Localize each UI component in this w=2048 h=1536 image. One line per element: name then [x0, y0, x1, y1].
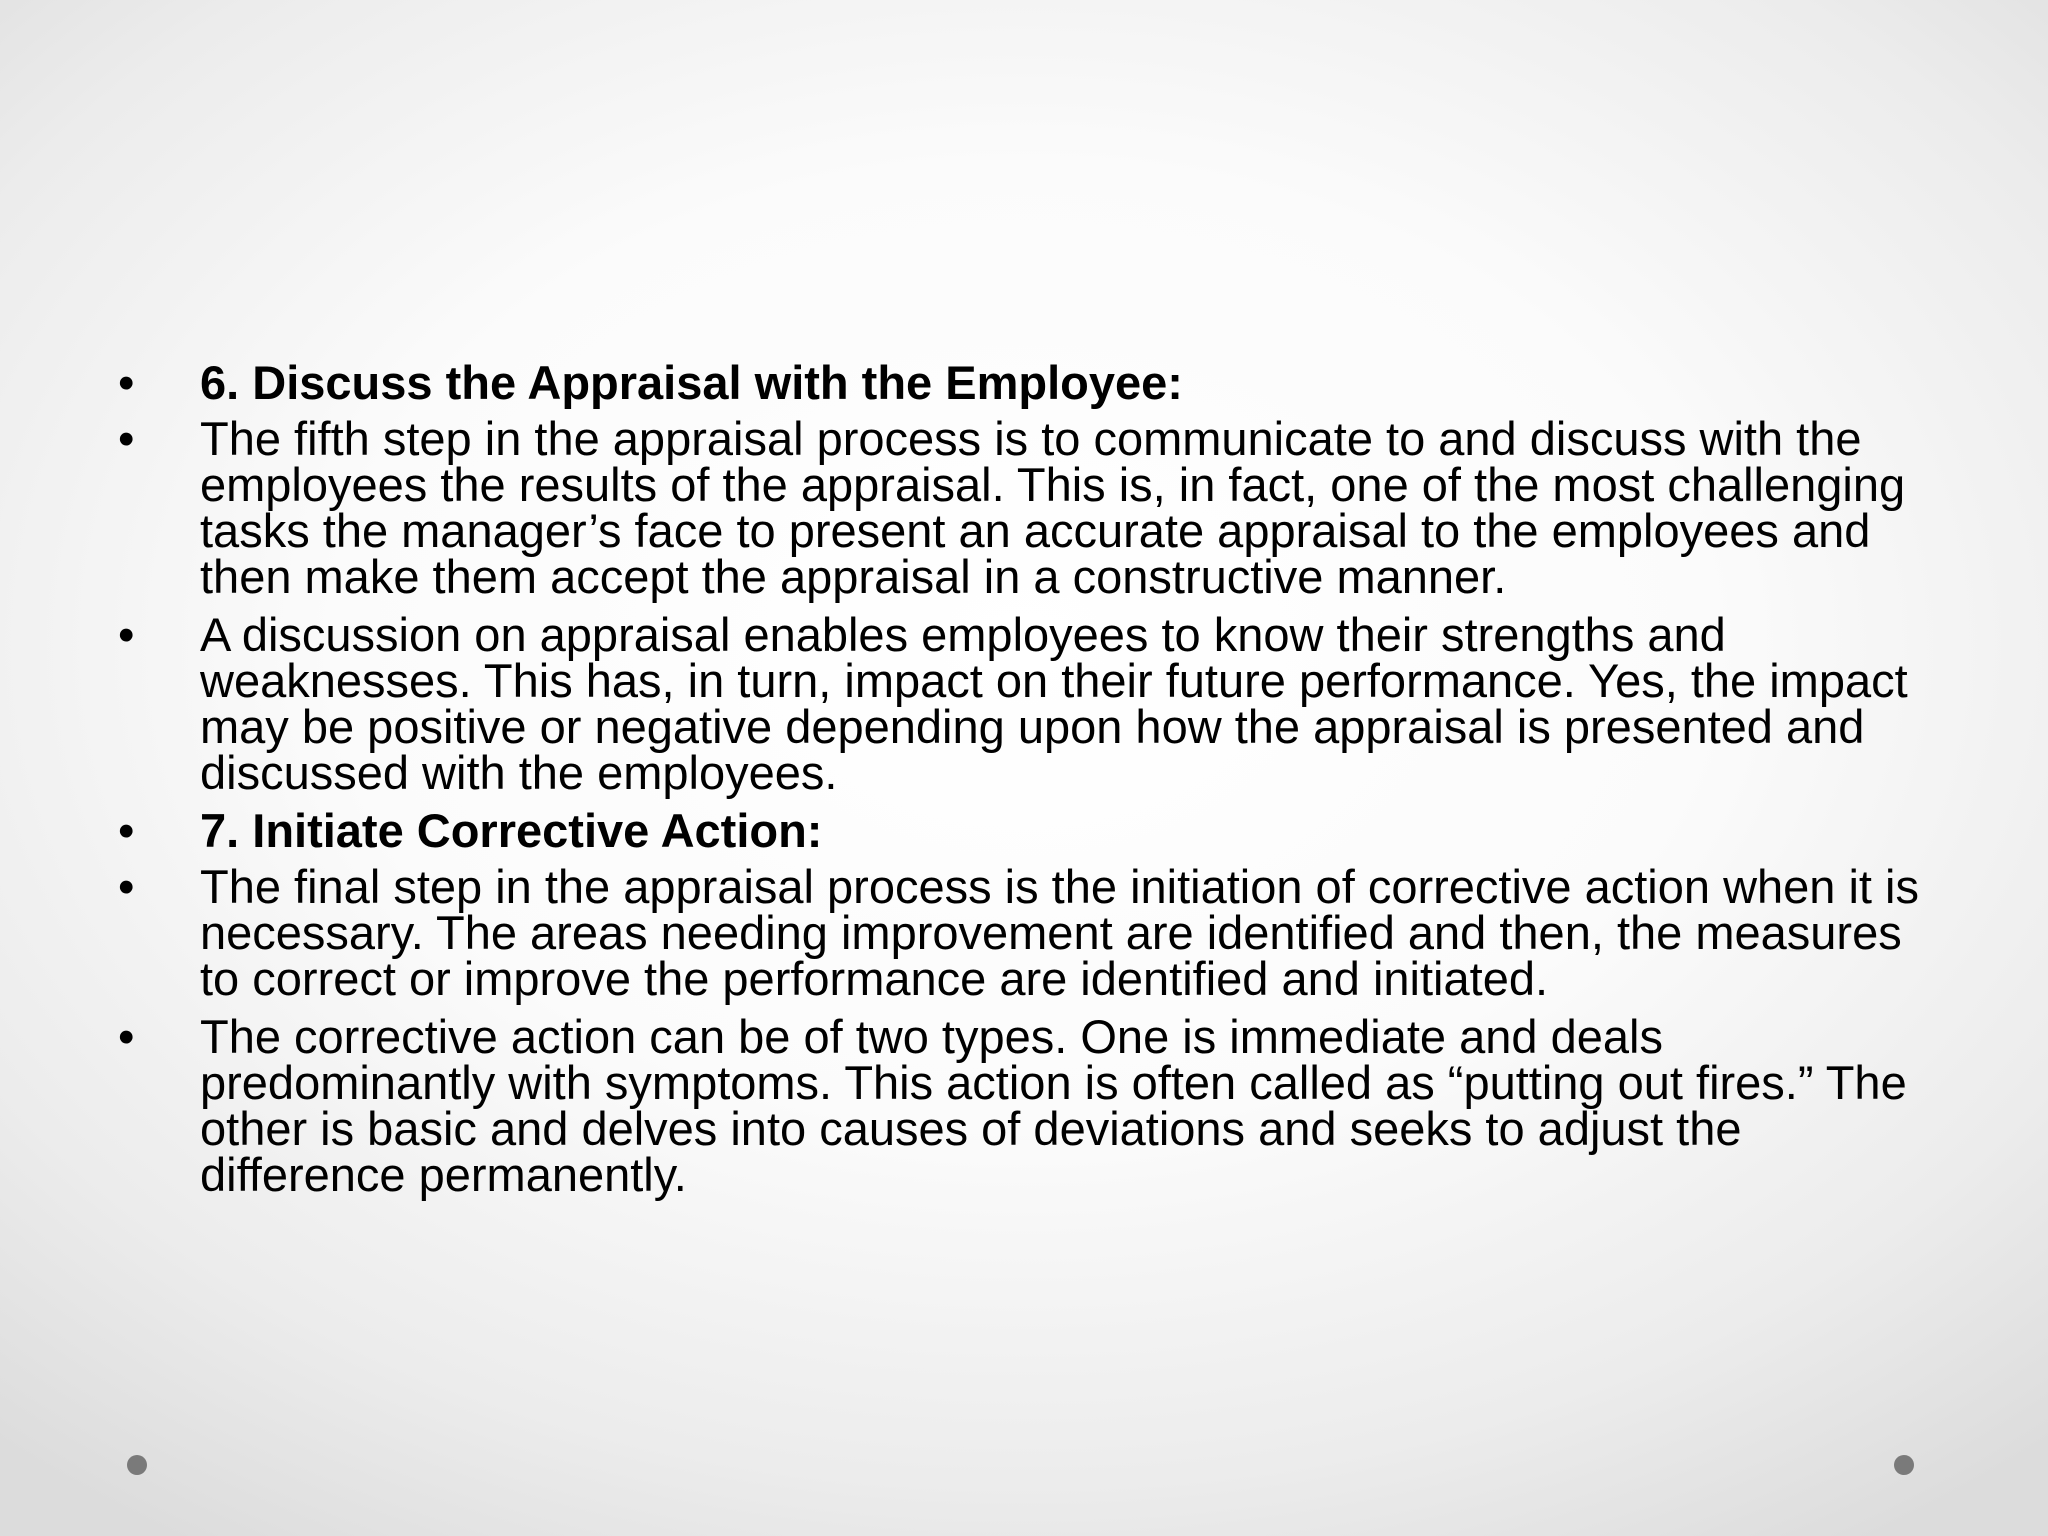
bullet-item-discussion	[118, 608, 1938, 799]
bullet-item-two-types	[118, 1010, 1938, 1201]
bullet-item-final-step	[118, 860, 1938, 1005]
bullet-text: A discussion on appraisal enables employees to know their strengths and weaknesses. This has, in turn, impact on their future performance. Yes, the impact may be positive or negative depending upon how the appraisal is presented and discussed with the employees.	[200, 608, 1908, 799]
bullet-item-heading-discuss	[118, 356, 1938, 409]
bullet-icon: •	[118, 860, 135, 913]
bullet-item-heading-corrective	[118, 804, 1938, 857]
corner-dot-left-icon	[127, 1455, 147, 1475]
bullet-text: 6. Discuss the Appraisal with the Employee:	[200, 356, 1183, 409]
bullet-text: The final step in the appraisal process is the initiation of corrective action when it is necessary. The areas needing improvement are identified and then, the measures to correct or improve the performance are identified and initiated.	[200, 860, 1919, 1005]
bullet-icon: •	[118, 804, 135, 857]
bullet-icon: •	[118, 412, 135, 465]
corner-dot-right-icon	[1894, 1455, 1914, 1475]
bullet-icon: •	[118, 1010, 135, 1063]
bullet-icon: •	[118, 608, 135, 661]
bullet-icon: •	[118, 356, 135, 409]
bullet-text: The fifth step in the appraisal process is to communicate to and discuss with the employees the results of the appraisal. This is, in fact, one of the most challenging tasks the manager’s face to present an accurate appraisal to the employees and then make them accept the appraisal in a constructive manner.	[200, 412, 1906, 603]
slide-content	[118, 356, 1938, 1210]
bullet-list	[118, 356, 1938, 1201]
bullet-item-fifth-step	[118, 412, 1938, 603]
bullet-text: 7. Initiate Corrective Action:	[200, 804, 823, 857]
bullet-text: The corrective action can be of two types. One is immediate and deals predominantly with symptoms. This action is often called as “putting out fires.” The other is basic and delves into causes of deviations and seeks to adjust the difference permanently.	[200, 1010, 1907, 1201]
